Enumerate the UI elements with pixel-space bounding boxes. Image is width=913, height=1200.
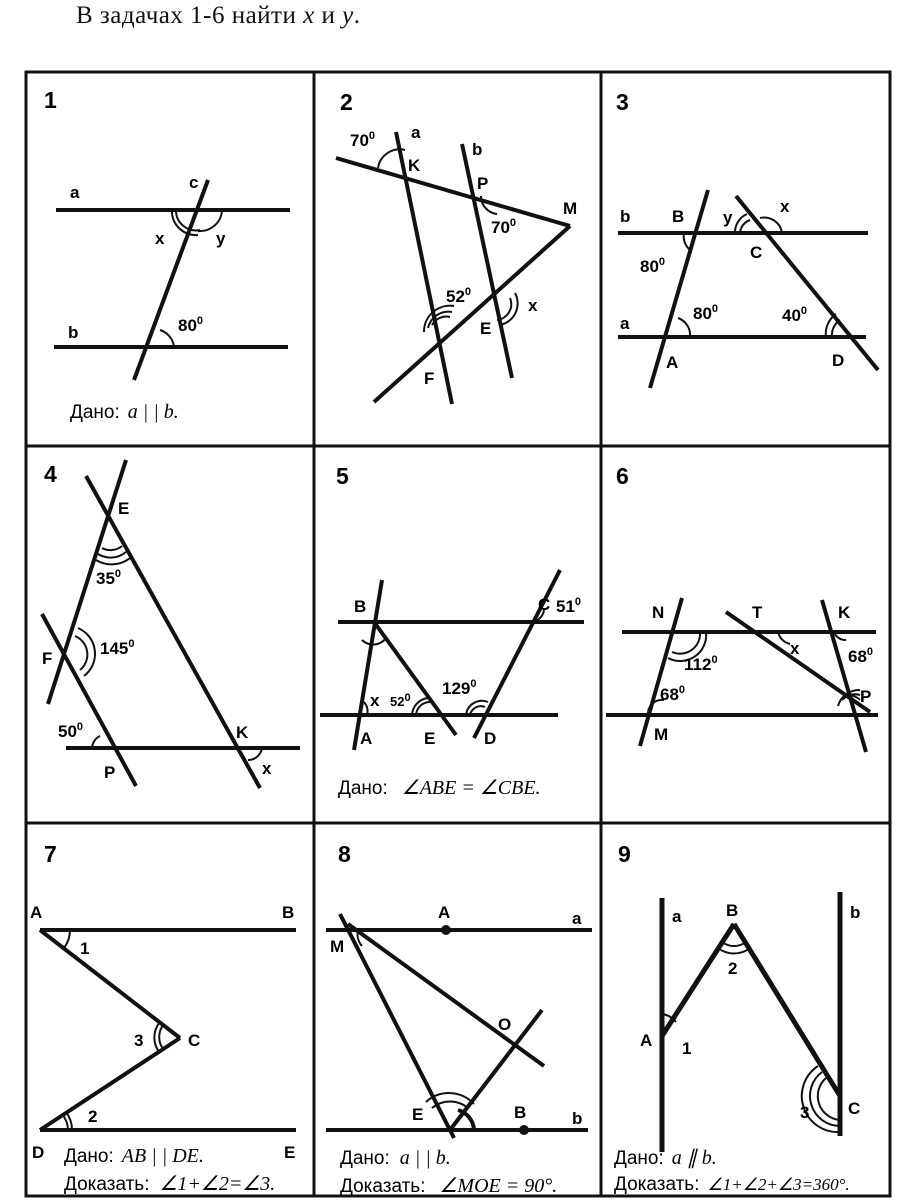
angle-value-68-m: $68^0$ (660, 684, 686, 704)
prove-text: Доказать: ∠MOE = 90°. (340, 1175, 558, 1197)
label-b: B (726, 901, 739, 920)
angle-value-68-k: $68^0$ (848, 646, 874, 666)
label-a: a (620, 314, 630, 333)
prove-text: Доказать: ∠1+∠2=∠3. (64, 1173, 276, 1195)
label-n: N (652, 603, 665, 622)
angle-value-51: $51^0$ (556, 596, 582, 616)
label-e: E (480, 319, 492, 338)
problem-number: 4 (44, 461, 57, 487)
angle-value-40: $40^0$ (782, 305, 808, 325)
angle-value: $80^0$ (178, 315, 204, 335)
angle-value-112: $112^0$ (684, 654, 718, 674)
label-y: y (216, 229, 226, 248)
problem-7 (30, 841, 296, 1195)
line-kp (822, 600, 866, 752)
angle-value-129: $129^0$ (442, 678, 477, 698)
label-d: D (484, 729, 497, 748)
angle-arc-2 (722, 942, 746, 946)
label-3: 3 (134, 1031, 144, 1050)
label-a: A (30, 903, 43, 922)
prove-text: Доказать: ∠1+∠2+∠3=360°. (614, 1174, 850, 1195)
problem-4 (42, 460, 300, 788)
angle-arc-35b (98, 552, 126, 558)
label-a-point: A (640, 1031, 653, 1050)
label-1: 1 (682, 1039, 692, 1058)
line-km (336, 158, 570, 226)
label-bb: B (672, 207, 685, 226)
label-d: D (832, 351, 845, 370)
label-x: x (262, 759, 272, 778)
angle-arc-e-right (458, 1110, 474, 1130)
problem-number: 6 (616, 463, 629, 489)
angle-arc-3c (802, 1066, 840, 1132)
task-header-and: и (321, 2, 336, 29)
label-x: x (370, 691, 380, 710)
label-f: F (42, 649, 53, 668)
angle-arc-1 (64, 930, 70, 948)
problem-number: 2 (340, 89, 353, 115)
label-a: a (411, 123, 421, 142)
angle-arc-x2 (500, 293, 518, 325)
problem-1 (44, 87, 290, 423)
label-x: x (528, 296, 538, 315)
problem-5 (320, 463, 584, 799)
label-aa: A (666, 353, 679, 372)
label-m: M (563, 199, 578, 218)
label-p: P (860, 687, 872, 706)
given-text: Дано: a | | b. (70, 401, 179, 423)
label-m: M (330, 937, 345, 956)
label-b: b (68, 323, 79, 342)
task-header-var-x: x (303, 2, 315, 29)
angle-value-35: $35^0$ (96, 568, 122, 588)
label-y: y (723, 208, 733, 227)
problem-number: 5 (336, 463, 349, 489)
angle-arc-80 (160, 330, 174, 347)
angle-arc-y (198, 210, 222, 231)
label-p: P (477, 174, 489, 193)
angle-value-145: $145^0$ (100, 638, 135, 658)
problem-6 (606, 463, 878, 752)
task-header-var-y: y (342, 2, 354, 29)
angle-arc-3 (159, 1024, 164, 1050)
label-b: b (472, 140, 483, 159)
label-k: K (838, 603, 851, 622)
label-b: B (354, 597, 367, 616)
angle-arc-35c (96, 558, 130, 564)
task-header-text: В задачах 1-6 найти (76, 2, 297, 29)
label-a: A (438, 903, 451, 922)
label-c: C (848, 1099, 861, 1118)
angle-arc-80-b (684, 233, 690, 250)
label-e: E (412, 1105, 424, 1124)
given-text: Дано: AB | | DE. (64, 1145, 204, 1167)
label-e: E (284, 1143, 296, 1162)
line-cd (736, 196, 878, 370)
angle-value-70-p: $70^0$ (491, 217, 517, 237)
angle-arc-145 (75, 636, 87, 670)
line-mf (374, 226, 570, 402)
problem-3 (616, 89, 878, 388)
point-b (519, 1125, 529, 1135)
label-a: a (672, 907, 682, 926)
label-x: x (155, 229, 165, 248)
angle-arc-112 (672, 632, 700, 654)
label-1: 1 (80, 939, 90, 958)
label-d: D (32, 1143, 45, 1162)
problem-9 (614, 841, 860, 1195)
problem-2 (336, 89, 577, 404)
label-b: b (620, 207, 631, 226)
problem-number: 3 (616, 89, 629, 115)
label-b: B (514, 1103, 527, 1122)
label-p: P (104, 763, 116, 782)
point-a (441, 925, 451, 935)
angle-arc-2b (718, 948, 750, 954)
label-line-a: a (572, 909, 582, 928)
line-bc (734, 924, 840, 1096)
problem-number: 9 (618, 841, 631, 867)
label-m: M (654, 725, 669, 744)
angle-arc-80-a (678, 318, 690, 337)
angle-arc-3 (818, 1078, 840, 1120)
given-text: Дано: a | | b. (340, 1147, 451, 1169)
label-t: T (752, 603, 763, 622)
angle-arc-2b (62, 1114, 68, 1130)
problem-8 (326, 841, 592, 1197)
task-header-period: . (353, 2, 361, 29)
angle-arc-35 (102, 546, 122, 550)
label-c: C (188, 1031, 201, 1050)
label-line-b: b (850, 903, 861, 922)
angle-value-80-b: $80^0$ (640, 256, 666, 276)
label-c: c (189, 173, 199, 192)
angle-value-52: $52^0$ (390, 692, 411, 709)
label-3: 3 (800, 1103, 810, 1122)
problem-number: 7 (44, 841, 57, 867)
label-x: x (780, 197, 790, 216)
label-k: K (408, 156, 421, 175)
label-e: E (424, 729, 436, 748)
problem-number: 8 (338, 841, 351, 867)
label-2: 2 (728, 959, 738, 978)
angle-value-70-k: $70^0$ (350, 130, 376, 150)
angle-value-50: $50^0$ (58, 721, 84, 741)
label-a: a (70, 183, 80, 202)
label-o: O (498, 1015, 512, 1034)
angle-value-52: $52^0$ (446, 286, 472, 306)
label-k: K (236, 723, 249, 742)
label-line-b: b (572, 1109, 583, 1128)
label-a: A (360, 729, 373, 748)
label-c: C (538, 595, 551, 614)
given-text: Дано: ∠ABE = ∠CBE. (338, 777, 541, 799)
problem-number: 1 (44, 87, 57, 113)
line-a (396, 132, 452, 404)
label-2: 2 (88, 1107, 98, 1126)
given-text: Дано: a ∥ b. (614, 1147, 717, 1169)
label-f: F (424, 369, 435, 388)
label-b: B (282, 903, 295, 922)
angle-value-80-a: $80^0$ (693, 303, 719, 323)
label-x: x (790, 639, 800, 658)
label-c: C (750, 243, 763, 262)
label-e: E (118, 499, 130, 518)
